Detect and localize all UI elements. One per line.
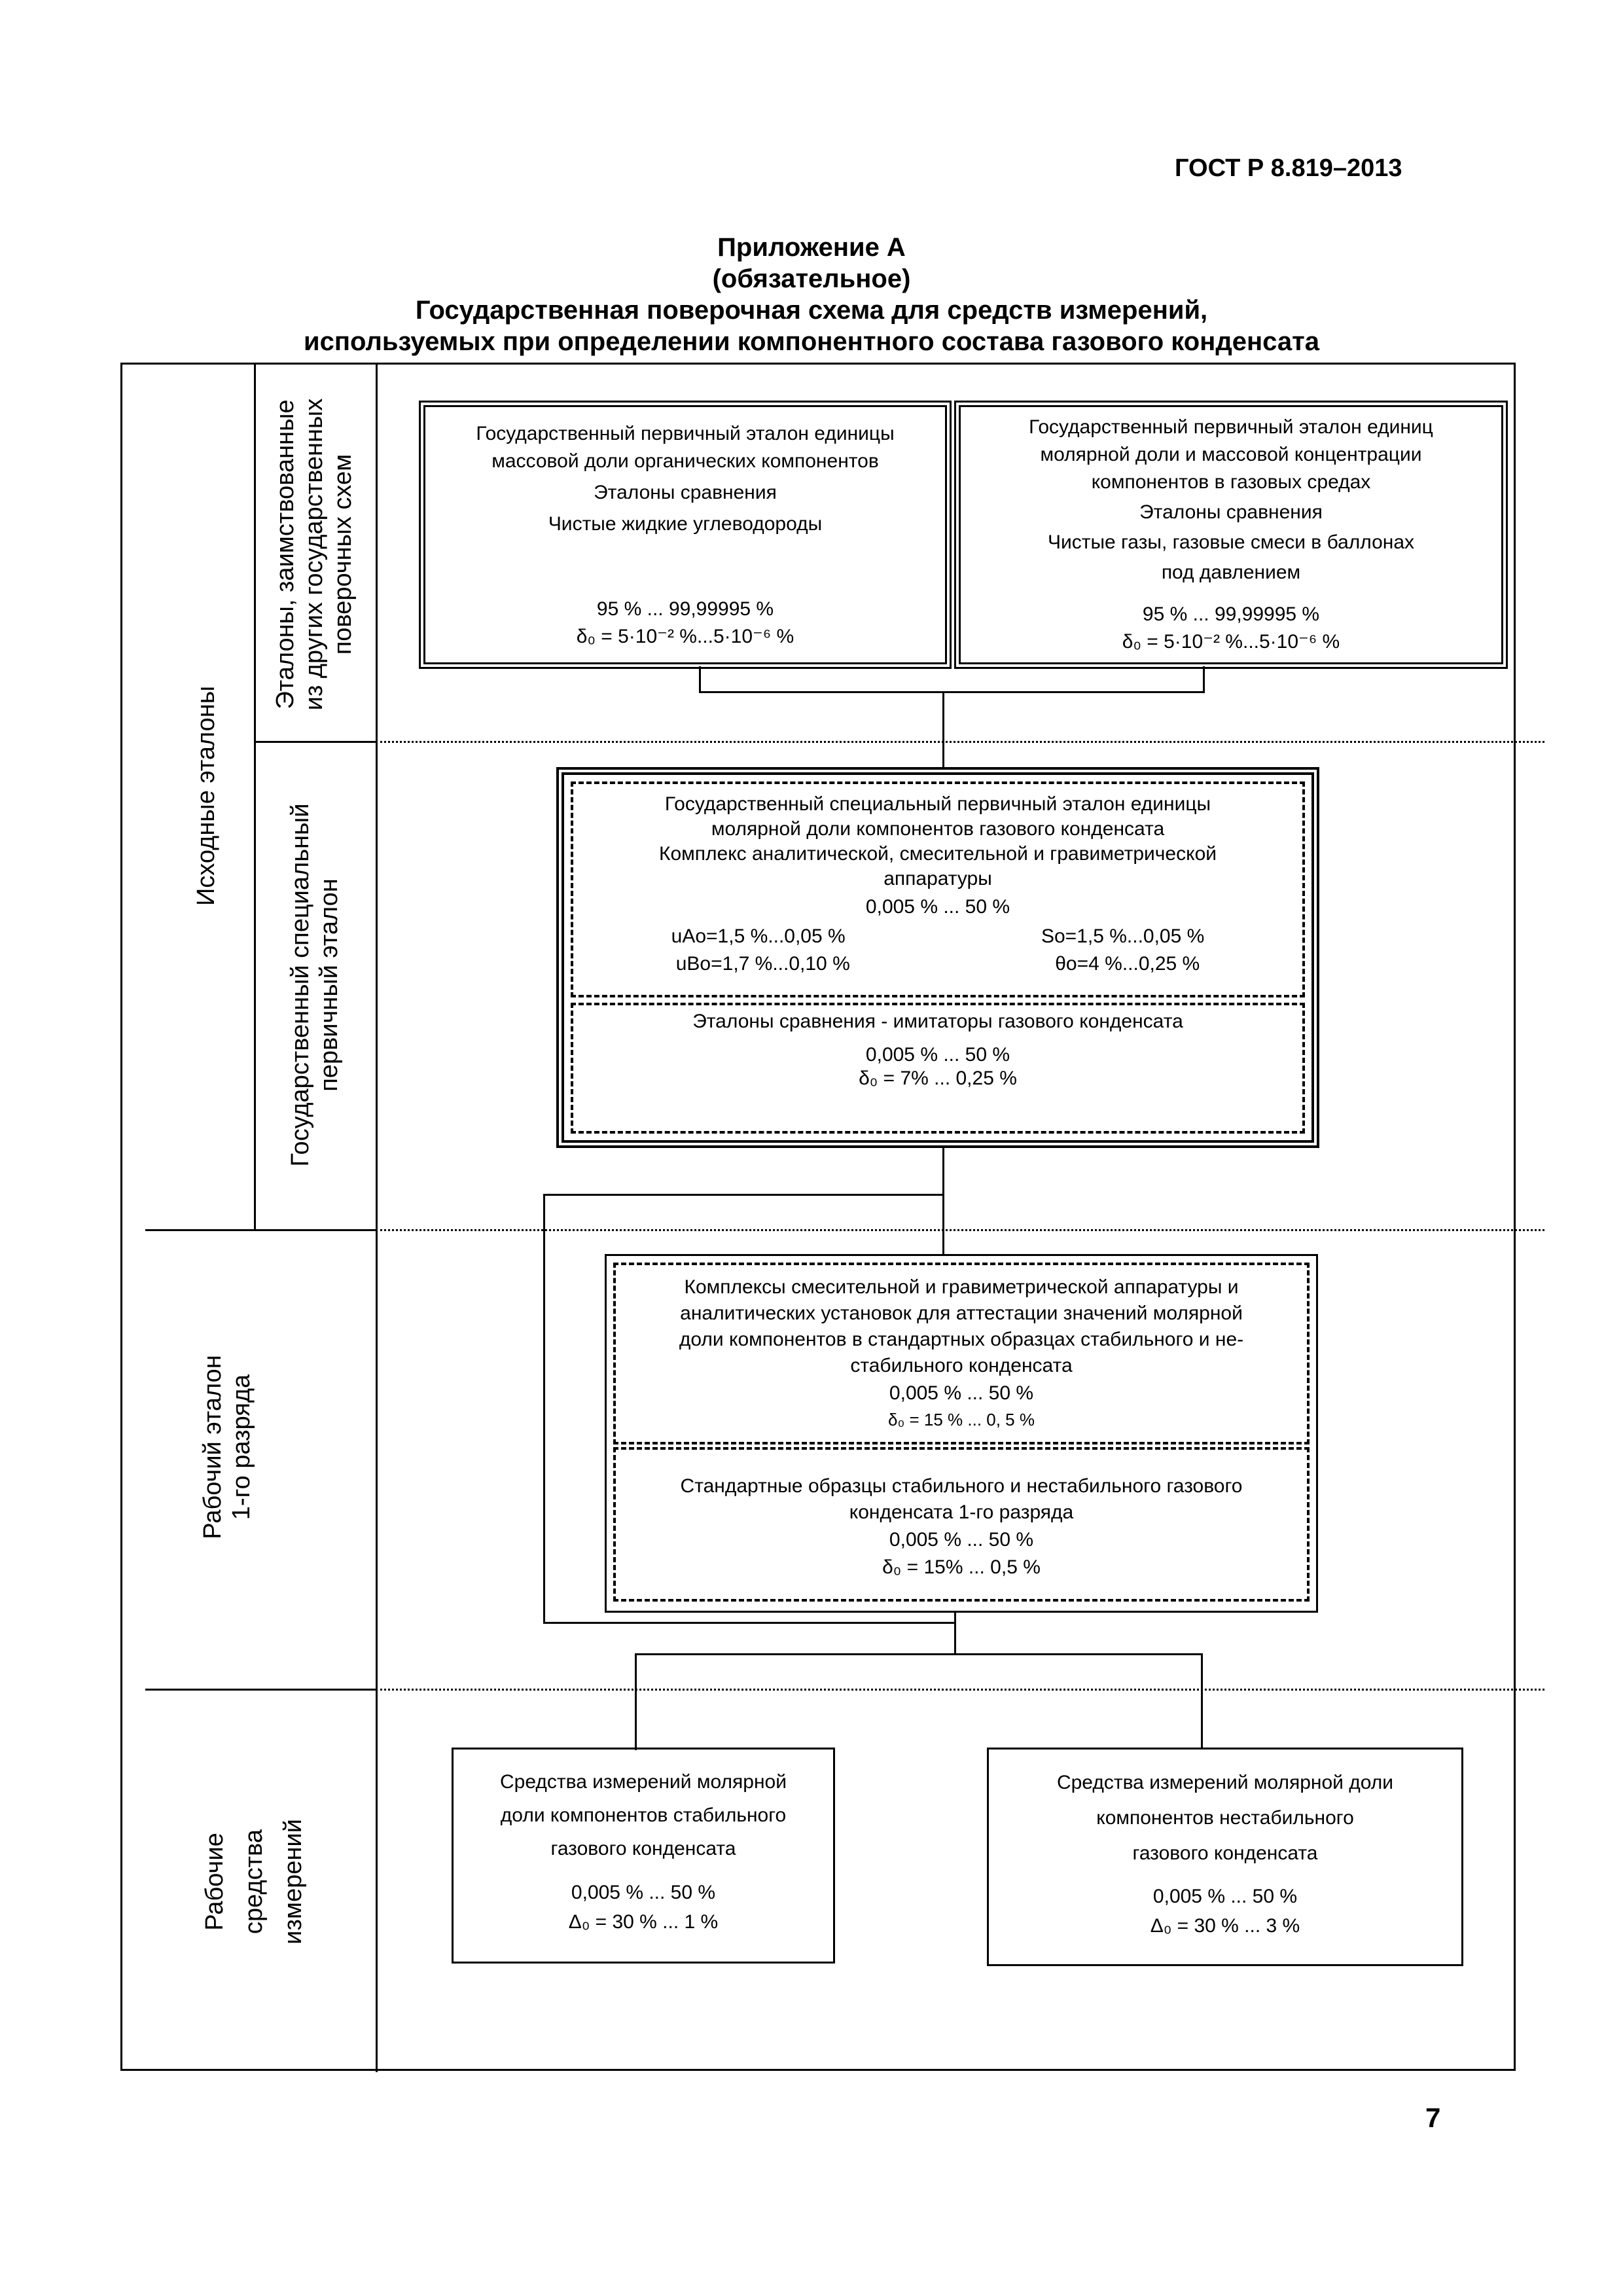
special-standard-section [571,781,1305,997]
connector [543,1194,944,1196]
uncertainty-row-1 [573,923,1302,950]
connector [699,666,701,692]
column-separator-2 [376,363,378,2072]
box-text: Стандартные образцы стабильного и нестабильного газового [680,1475,1243,1497]
label-working-means-line1: Рабочие [201,1833,228,1931]
label-working-means-line2: средства [240,1829,268,1934]
primary-standard-molar-fraction-box [954,401,1508,669]
box-text: молярной доли компонентов газового конденсата [711,818,1165,840]
label-working-means-line3: измерений [279,1819,307,1945]
box-text: под давлением [1161,562,1301,583]
connector [954,1611,956,1655]
box-text: аппаратуры [883,868,992,889]
box-range: 0,005 % ... 50 % [889,1382,1034,1404]
row-separator-dotted-3 [376,1689,1544,1691]
box-delta: Δ₀ = 30 % ... 3 % [1150,1915,1300,1937]
row-separator-dotted-1 [376,741,1544,743]
comparison-standards-section [571,1003,1305,1134]
scheme-title-line1: Государственная поверочная схема для средств измерений, [415,296,1208,325]
label-special-line1: Государственный специальный [287,803,314,1167]
box-delta: δ₀ = 5·10⁻² %...5·10⁻⁶ % [1122,631,1340,653]
box-range: 0,005 % ... 50 % [1152,1886,1298,1907]
label-borrowed-standards [271,358,357,751]
label-initial-standards: Исходные эталоны [192,685,220,906]
box-text: Чистые газы, газовые смеси в баллонах [1047,531,1415,553]
connector [635,1653,1203,1655]
row-separator-left-3 [145,1689,376,1691]
box-text: молярной доли и массовой концентрации [1040,444,1422,465]
working-standard-box [605,1254,1318,1613]
box-delta: δ₀ = 7% ... 0,25 % [859,1067,1017,1089]
box-text: газового конденсата [550,1838,736,1859]
document-number: ГОСТ Р 8.819–2013 [1175,154,1402,182]
box-text: Государственный первичный эталон единицы [476,423,895,444]
working-means-unstable-box [987,1748,1463,1966]
row-separator-left-2 [145,1229,376,1231]
primary-standard-mass-fraction-box [419,401,952,669]
row-separator-dotted-2 [376,1229,1544,1231]
working-standard-complexes-section [613,1263,1310,1444]
label-special-primary-standard [286,756,344,1214]
connector [635,1653,637,1750]
connector [942,1194,944,1255]
box-text: Комплекс аналитической, смесительной и гравиметрической [658,843,1217,865]
label-working-means [195,1751,313,2013]
box-text: аналитических установок для аттестации значений молярной [680,1302,1243,1324]
box-text: Государственный первичный эталон единиц [1029,416,1433,438]
scheme-title-line2: используемых при определении компонентного состава газового конденсата [304,327,1319,356]
connector [1201,1653,1203,1749]
box-text: стабильного конденсата [850,1355,1073,1376]
column-separator-1 [254,363,256,1230]
uncertainty-s: Sо=1,5 %...0,05 % [1041,925,1205,947]
box-text: Эталоны сравнения [594,482,777,503]
box-range: 95 % ... 99,99995 % [1142,603,1320,625]
box-text: газового конденсата [1132,1842,1318,1864]
box-text: конденсата 1-го разряда [849,1501,1074,1523]
box-text: Средства измерений молярной [500,1771,787,1793]
label-borrowed-line2: из других государственных [300,398,328,711]
connector [543,1622,955,1624]
box-text: массовой доли органических компонентов [491,450,879,472]
connector [942,1145,944,1195]
box-text: компонентов нестабильного [1096,1807,1354,1829]
label-borrowed-line3: поверочных схем [329,454,357,655]
label-borrowed-line1: Эталоны, заимствованные [272,399,299,709]
box-range: 0,005 % ... 50 % [865,896,1010,918]
connector [699,691,1205,693]
uncertainty-ub: uВо=1,7 %...0,10 % [675,953,850,975]
box-range: 0,005 % ... 50 % [865,1044,1010,1066]
box-range: 0,005 % ... 50 % [571,1882,716,1903]
label-working-standard-line1: Рабочий эталон [199,1355,226,1539]
uncertainty-row-2 [573,950,1302,978]
box-text: доли компонентов стабильного [500,1804,787,1826]
box-text: Государственный специальный первичный эталон единицы [664,793,1211,815]
uncertainty-ua: uАо=1,5 %...0,05 % [671,925,846,947]
box-delta: Δ₀ = 30 % ... 1 % [568,1911,719,1933]
appendix-status: (обязательное) [712,264,911,293]
box-delta: δ₀ = 5·10⁻² %...5·10⁻⁶ % [576,626,794,647]
special-primary-standard-box [556,767,1319,1148]
box-text: Чистые жидкие углеводороды [548,513,823,535]
connector [942,691,944,768]
box-text: Эталоны сравнения [1139,501,1323,523]
working-means-stable-box [452,1748,835,1964]
connector [543,1194,545,1623]
box-text: Эталоны сравнения - имитаторы газового конденсата [692,1011,1183,1032]
box-delta: δ₀ = 15 % ... 0, 5 % [888,1410,1035,1429]
label-special-line2: первичный эталон [315,878,343,1092]
label-working-standard [198,1283,256,1611]
box-range: 0,005 % ... 50 % [889,1529,1034,1551]
box-text: Средства измерений молярной доли [1056,1772,1394,1793]
label-working-standard-line2: 1-го разряда [228,1374,255,1520]
box-text: компонентов в газовых средах [1091,471,1371,493]
uncertainty-theta: θо=4 %...0,25 % [1055,953,1200,975]
box-text: доли компонентов в стандартных образцах стабильного и не- [679,1329,1244,1350]
box-text: Комплексы смесительной и гравиметрической аппаратуры и [684,1276,1239,1298]
connector [1203,666,1205,692]
box-delta: δ₀ = 15% ... 0,5 % [882,1556,1041,1578]
box-range: 95 % ... 99,99995 % [596,598,774,620]
appendix-title: Приложение А [717,233,906,262]
page-number: 7 [1425,2102,1441,2133]
reference-materials-section [613,1447,1310,1602]
